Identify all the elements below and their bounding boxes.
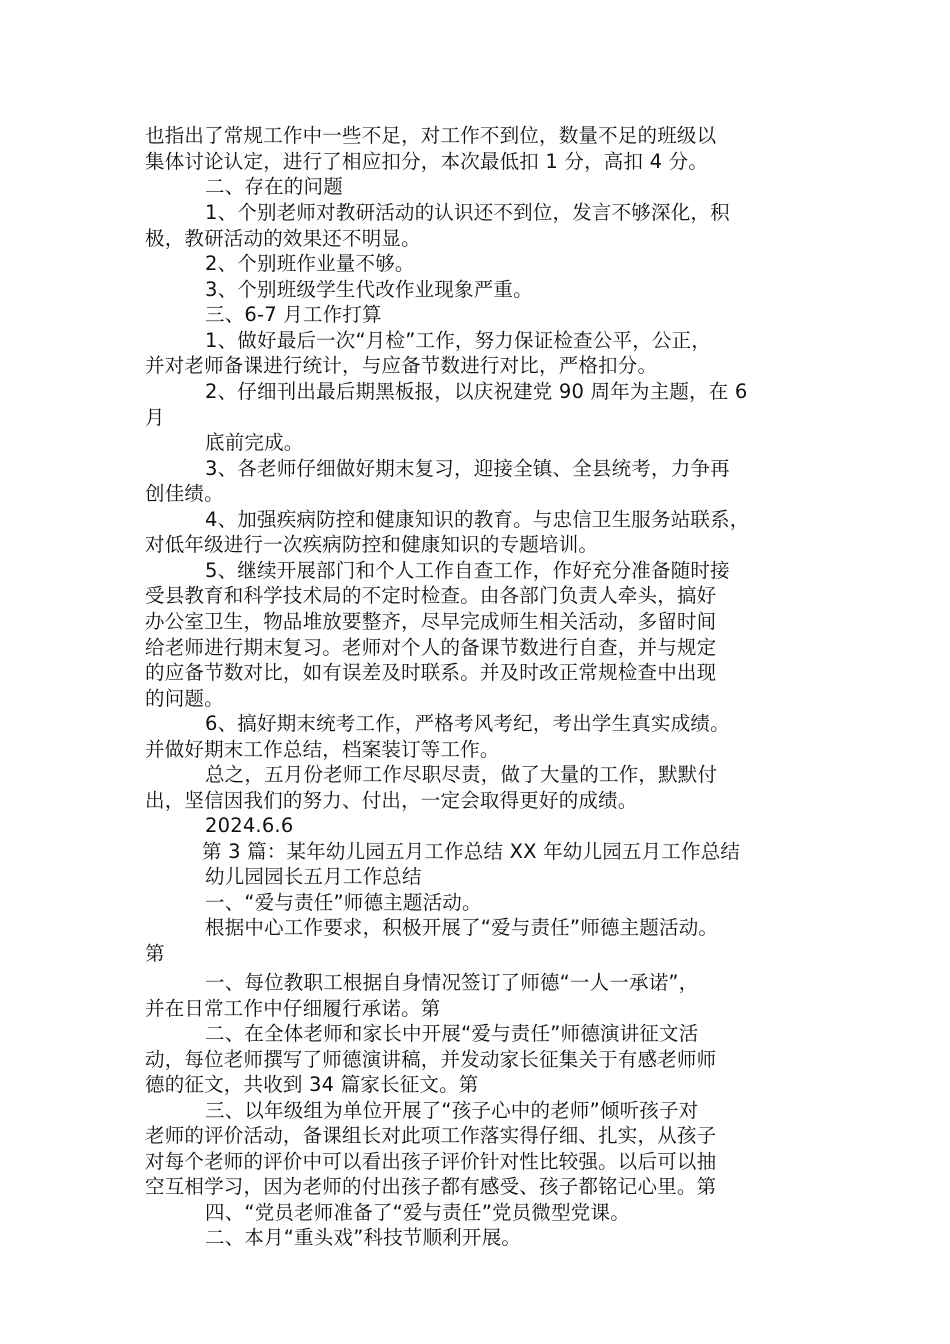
text-line: 动，每位老师撰写了师德演讲稿，并发动家长征集关于有感老师师 xyxy=(145,1048,717,1071)
text-line: 4、加强疾病防控和健康知识的教育。与忠信卫生服务站联系， xyxy=(205,508,750,531)
text-line: 根据中心工作要求，积极开展了“爱与责任”师德主题活动。 xyxy=(205,916,719,939)
text-line: 总之，五月份老师工作尽职尽责，做了大量的工作，默默付 xyxy=(205,763,718,786)
text-line: 给老师进行期末复习。老师对个人的备课节数进行自查，并与规定 xyxy=(145,636,717,659)
section-heading: 二、本月“重头戏”科技节顺利开展。 xyxy=(205,1226,522,1249)
text-line: 并对老师备课进行统计，与应备节数进行对比，严格扣分。 xyxy=(145,354,658,377)
text-line: 创佳绩。 xyxy=(145,482,224,505)
text-line: 出，坚信因我们的努力、付出，一定会取得更好的成绩。 xyxy=(145,789,638,812)
text-line: 3、个别班级学生代改作业现象严重。 xyxy=(205,278,533,301)
text-line: 并做好期末工作总结，档案装订等工作。 xyxy=(145,738,500,761)
text-line: 月 xyxy=(145,406,165,429)
text-line: 6、搞好期末统考工作，严格考风考纪，考出学生真实成绩。 xyxy=(205,712,730,735)
section-heading: 三、6-7 月工作打算 xyxy=(205,303,382,326)
text-line: 德的征文，共收到 34 篇家长征文。第 xyxy=(145,1073,479,1096)
text-line: 2、个别班作业量不够。 xyxy=(205,252,415,275)
text-line: 1、个别老师对教研活动的认识还不到位，发言不够深化，积 xyxy=(205,201,730,224)
text-line: 空互相学习，因为老师的付出孩子都有感受、孩子都铭记心里。第 xyxy=(145,1175,717,1198)
text-line: 集体讨论认定，进行了相应扣分，本次最低扣 1 分，高扣 4 分。 xyxy=(145,150,709,173)
section-heading: 一、“爱与责任”师德主题活动。 xyxy=(205,891,482,914)
text-line: 二、在全体老师和家长中开展“爱与责任”师德演讲征文活 xyxy=(205,1022,699,1045)
date-line: 2024.6.6 xyxy=(205,814,294,837)
text-line: 一、每位教职工根据自身情况签订了师德“一人一承诺”， xyxy=(205,971,699,994)
text-line: 5、继续开展部门和个人工作自查工作，作好充分准备随时接 xyxy=(205,559,730,582)
text-line: 底前完成。 xyxy=(205,431,304,454)
text-line: 3、各老师仔细做好期末复习，迎接全镇、全县统考，力争再 xyxy=(205,457,730,480)
text-line: 1、做好最后一次“月检”工作，努力保证检查公平，公正， xyxy=(205,329,712,352)
text-line: 第 xyxy=(145,942,165,965)
text-line: 极，教研活动的效果还不明显。 xyxy=(145,227,421,250)
article-subtitle: 幼儿园园长五月工作总结 xyxy=(205,865,422,888)
text-line: 并在日常工作中仔细履行承诺。第 xyxy=(145,997,441,1020)
text-line: 老师的评价活动，备课组长对此项工作落实得仔细、扎实，从孩子 xyxy=(145,1124,717,1147)
text-line: 受县教育和科学技术局的不定时检查。由各部门负责人牵头，搞好 xyxy=(145,584,717,607)
text-line: 的问题。 xyxy=(145,687,224,710)
text-line: 的应备节数对比，如有误差及时联系。并及时改正常规检查中出现 xyxy=(145,661,717,684)
article-title: 第 3 篇：某年幼儿园五月工作总结 XX 年幼儿园五月工作总结 xyxy=(202,840,741,863)
section-heading: 二、存在的问题 xyxy=(205,175,343,198)
text-line: 2、仔细刊出最后期黑板报，以庆祝建党 90 周年为主题，在 6 xyxy=(205,380,748,403)
text-line: 四、“党员老师准备了“爱与责任”党员微型党课。 xyxy=(205,1201,630,1224)
text-line: 三、以年级组为单位开展了“孩子心中的老师”倾听孩子对 xyxy=(205,1099,699,1122)
text-line: 也指出了常规工作中一些不足，对工作不到位，数量不足的班级以 xyxy=(145,124,717,147)
text-line: 对每个老师的评价中可以看出孩子评价针对性比较强。以后可以抽 xyxy=(145,1150,717,1173)
text-line: 办公室卫生，物品堆放要整齐，尽早完成师生相关活动，多留时间 xyxy=(145,610,717,633)
text-line: 对低年级进行一次疾病防控和健康知识的专题培训。 xyxy=(145,533,599,556)
